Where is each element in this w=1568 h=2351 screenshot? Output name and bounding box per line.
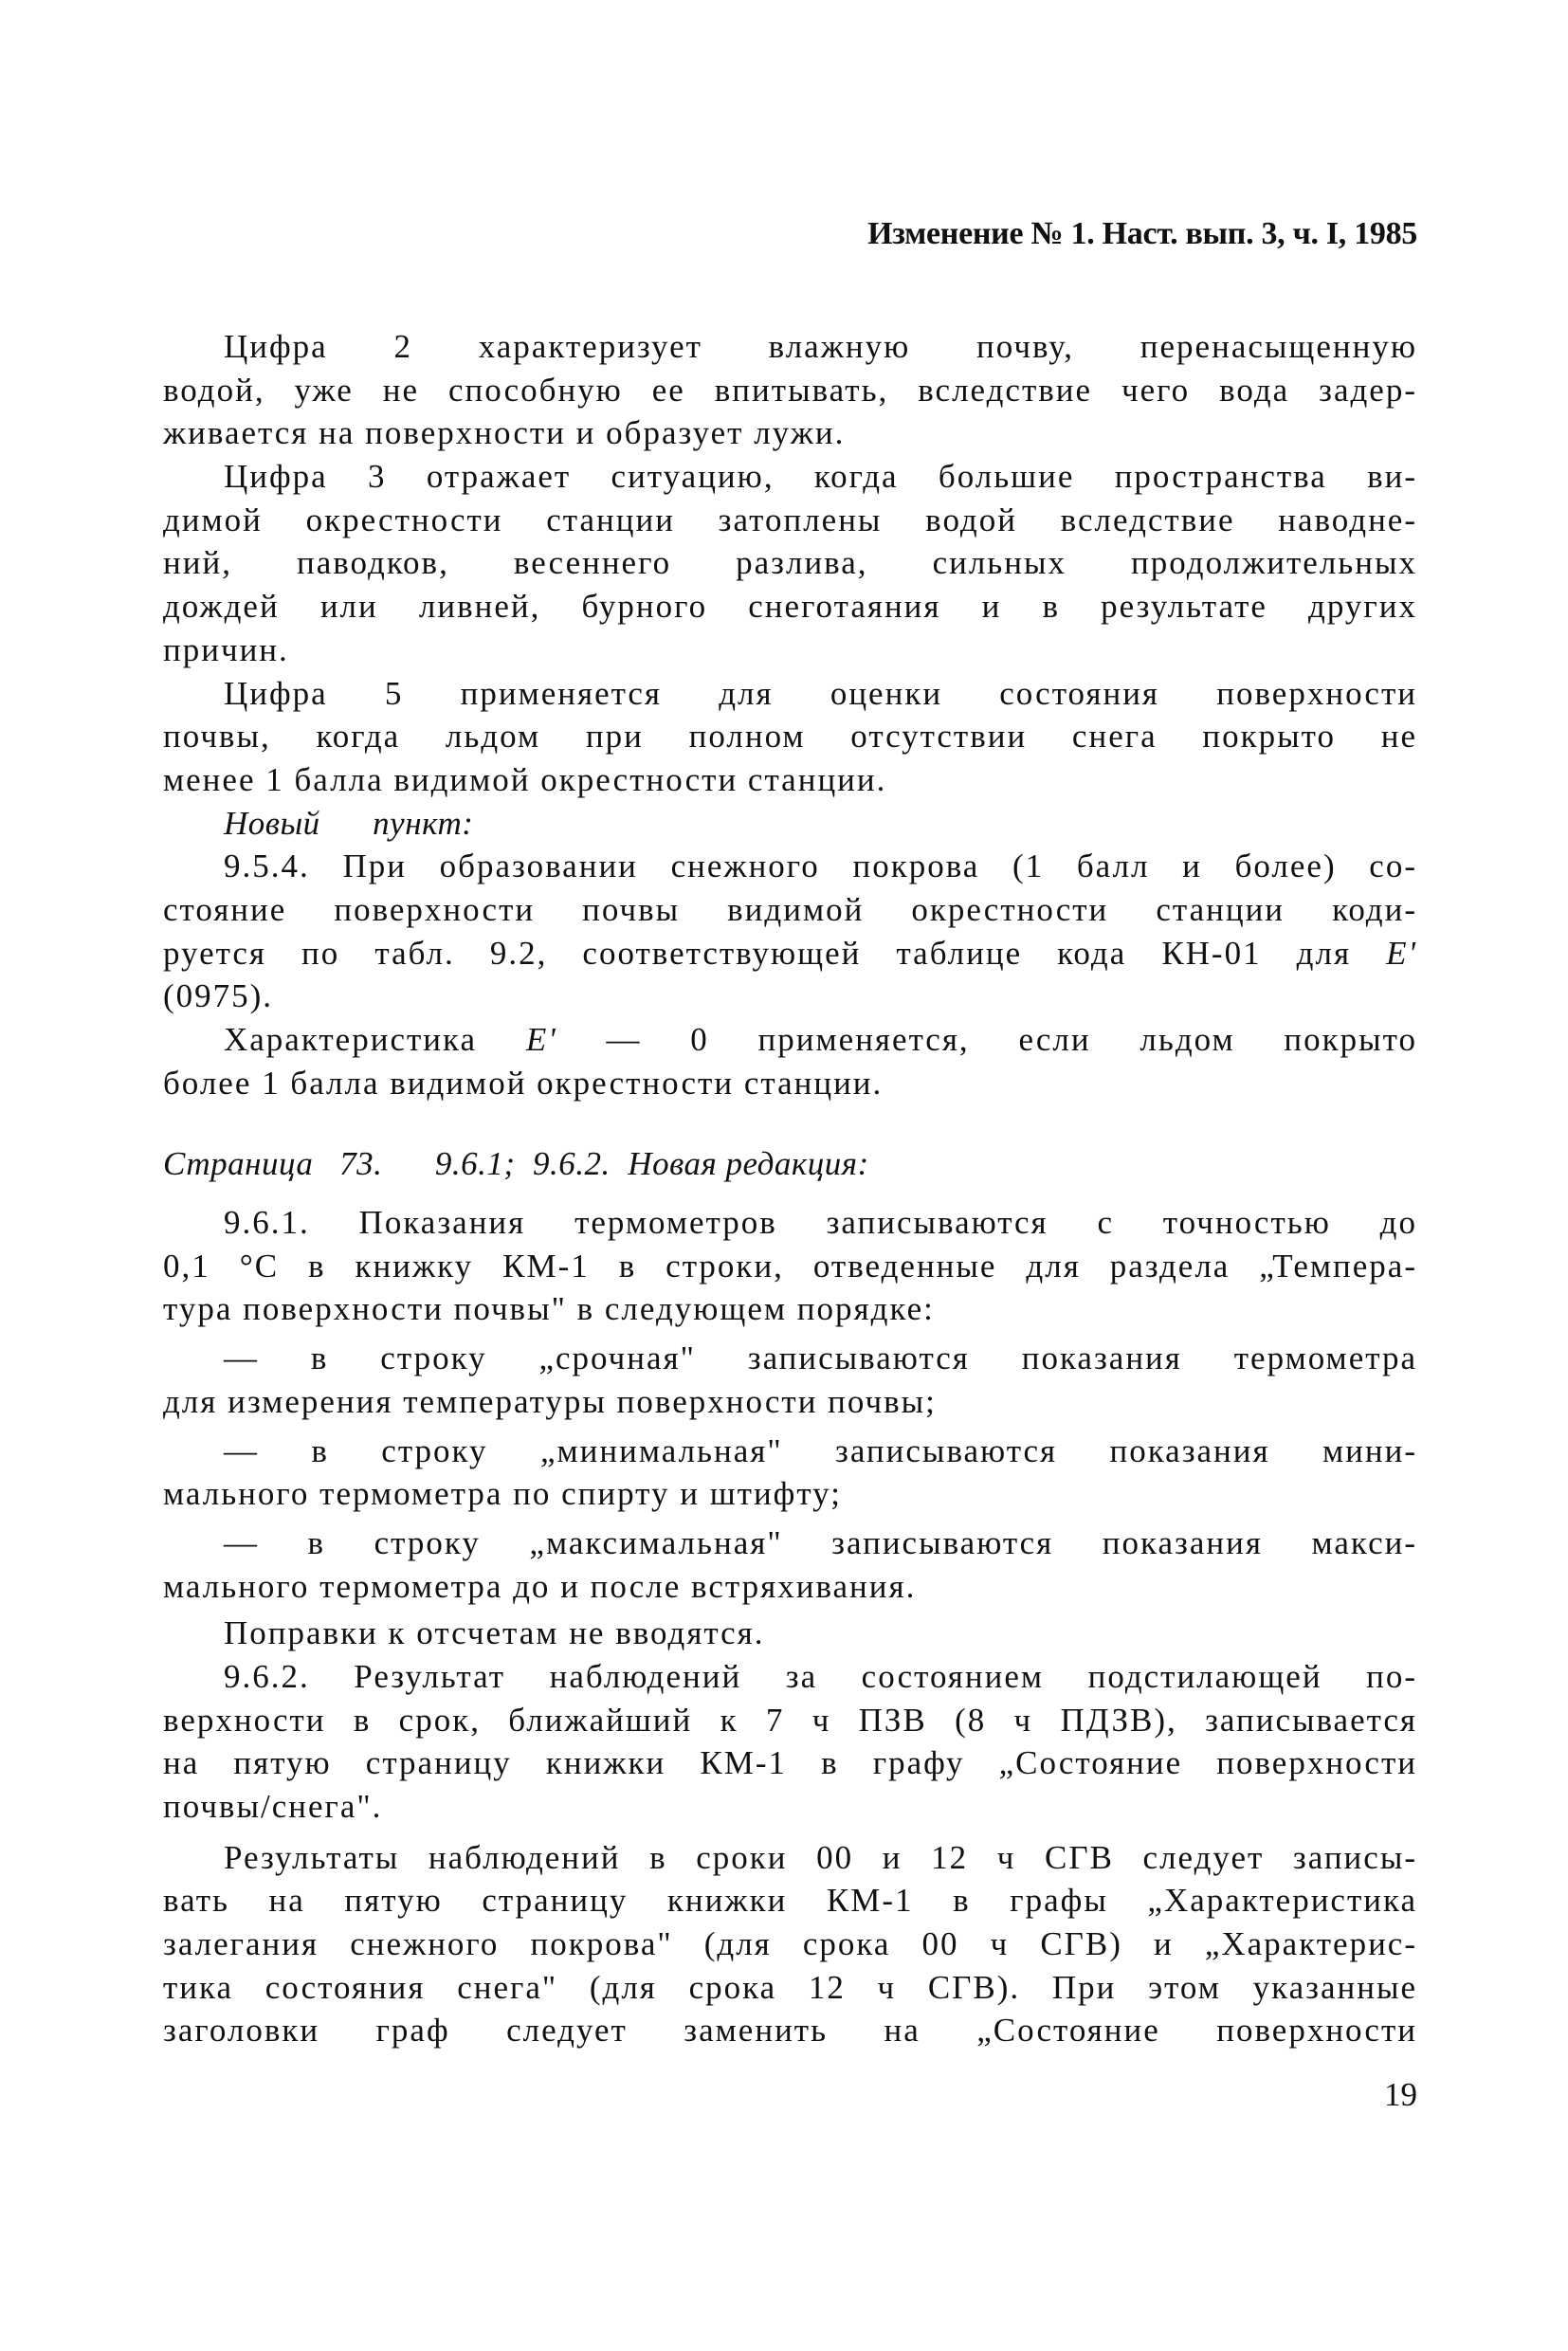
text-line: [163, 932, 1417, 975]
paragraph: [163, 1337, 1417, 1423]
paragraph: [163, 325, 1417, 455]
text-line: тура поверхности почвы" в следующем порядке:: [163, 1290, 935, 1328]
text-line: [163, 802, 1417, 846]
text-line: [163, 1142, 1417, 1186]
text-line: почвы/снега".: [163, 1788, 383, 1825]
text-line: верхности в срок, ближайший к 7 ч ПЗВ (8 ч ПДЗВ), записывается: [163, 1701, 1417, 1739]
text-line: на пятую страницу книжки КМ-1 в графу „Состояние поверхности: [163, 1744, 1417, 1782]
note-label: [163, 802, 1417, 846]
text-line: 9.6.1. Показания термометров записываются с точностью до: [224, 1204, 1417, 1242]
section-heading: [163, 1142, 1417, 1186]
paragraph: [163, 1018, 1417, 1104]
text-line: мального термометра по спирту и штифту;: [163, 1475, 842, 1513]
italic-text: Страница 73. 9.6.1; 9.6.2. Новая редакция:: [163, 1145, 869, 1183]
text-line: менее 1 балла видимой окрестности станции.: [163, 760, 887, 798]
text-line: залегания снежного покрова" (для срока 00 ч СГВ) и „Характерис-: [163, 1925, 1417, 1963]
text-line: дождей или ливней, бурного снеготаяния и в результате других: [163, 588, 1417, 626]
text-line: вать на пятую страницу книжки КМ-1 в графы „Характеристика: [163, 1882, 1417, 1920]
paragraph: [163, 1430, 1417, 1516]
text-line: (0975).: [163, 977, 274, 1015]
text-line: Поправки к отсчетам не вводятся.: [224, 1614, 765, 1652]
text-line: Результаты наблюдений в сроки 00 и 12 ч СГВ следует записы-: [224, 1838, 1417, 1876]
text-line: мального термометра до и после встряхивания.: [163, 1567, 917, 1605]
paragraph: [163, 1522, 1417, 1608]
paragraph: [163, 1201, 1417, 1331]
text-line: более 1 балла видимой окрестности станции.: [163, 1064, 884, 1102]
paragraph: [163, 1612, 1417, 1655]
text-line: 9.6.2. Результат наблюдений за состоянием подстилающей по-: [224, 1657, 1417, 1695]
italic-text: E': [1386, 934, 1417, 972]
text-line: — в строку „максимальная" записываются показания макси-: [224, 1523, 1417, 1561]
text-line: водой, уже не способную ее впитывать, вследствие чего вода задер-: [163, 371, 1417, 409]
text-line: 9.5.4. При образовании снежного покрова (1 балл и более) со-: [224, 847, 1417, 885]
text-line: причин.: [163, 630, 289, 668]
italic-text: E': [525, 1021, 557, 1058]
paragraph: [163, 1836, 1417, 2052]
document-body: [163, 325, 1417, 2052]
paragraph: [163, 845, 1417, 1018]
text-line: Цифра 5 применяется для оценки состояния поверхности: [224, 674, 1417, 712]
paragraph: [163, 455, 1417, 671]
page-number: 19: [1384, 2076, 1417, 2113]
text-segment: руется по табл. 9.2, соответствующей таблице кода КН-01 для: [163, 934, 1387, 972]
text-line: для измерения температуры поверхности почвы;: [163, 1382, 937, 1420]
text-line: 0,1 °С в книжку КМ-1 в строки, отведенные для раздела „Темпера-: [163, 1247, 1417, 1285]
text-line: — в строку „срочная" записываются показания термометра: [224, 1340, 1417, 1377]
text-line: [163, 1018, 1417, 1062]
text-line: Цифра 2 характеризует влажную почву, перенасыщенную: [224, 328, 1417, 365]
text-line: — в строку „минимальная" записываются показания мини-: [224, 1431, 1417, 1469]
text-segment: — 0 применяется, если льдом покрыто: [556, 1021, 1417, 1058]
document-header: Изменение № 1. Наст. вып. 3, ч. I, 1985: [867, 216, 1417, 251]
text-segment: Характеристика: [224, 1021, 526, 1058]
text-line: живается на поверхности и образует лужи.: [163, 414, 846, 452]
text-line: димой окрестности станции затоплены водой вследствие наводне-: [163, 501, 1417, 538]
italic-text: Новый пункт:: [224, 804, 474, 842]
text-line: почвы, когда льдом при полном отсутствии снега покрыто не: [163, 718, 1417, 756]
paragraph: [163, 1655, 1417, 1829]
paragraph: [163, 672, 1417, 802]
text-line: ний, паводков, весеннего разлива, сильных продолжительных: [163, 544, 1417, 582]
text-line: заголовки граф следует заменить на „Состояние поверхности: [163, 2012, 1417, 2050]
text-line: стояние поверхности почвы видимой окрестности станции коди-: [163, 890, 1417, 928]
text-line: тика состояния снега" (для срока 12 ч СГВ). При этом указанные: [163, 1968, 1417, 2006]
text-line: Цифра 3 отражает ситуацию, когда большие пространства ви-: [224, 458, 1417, 496]
